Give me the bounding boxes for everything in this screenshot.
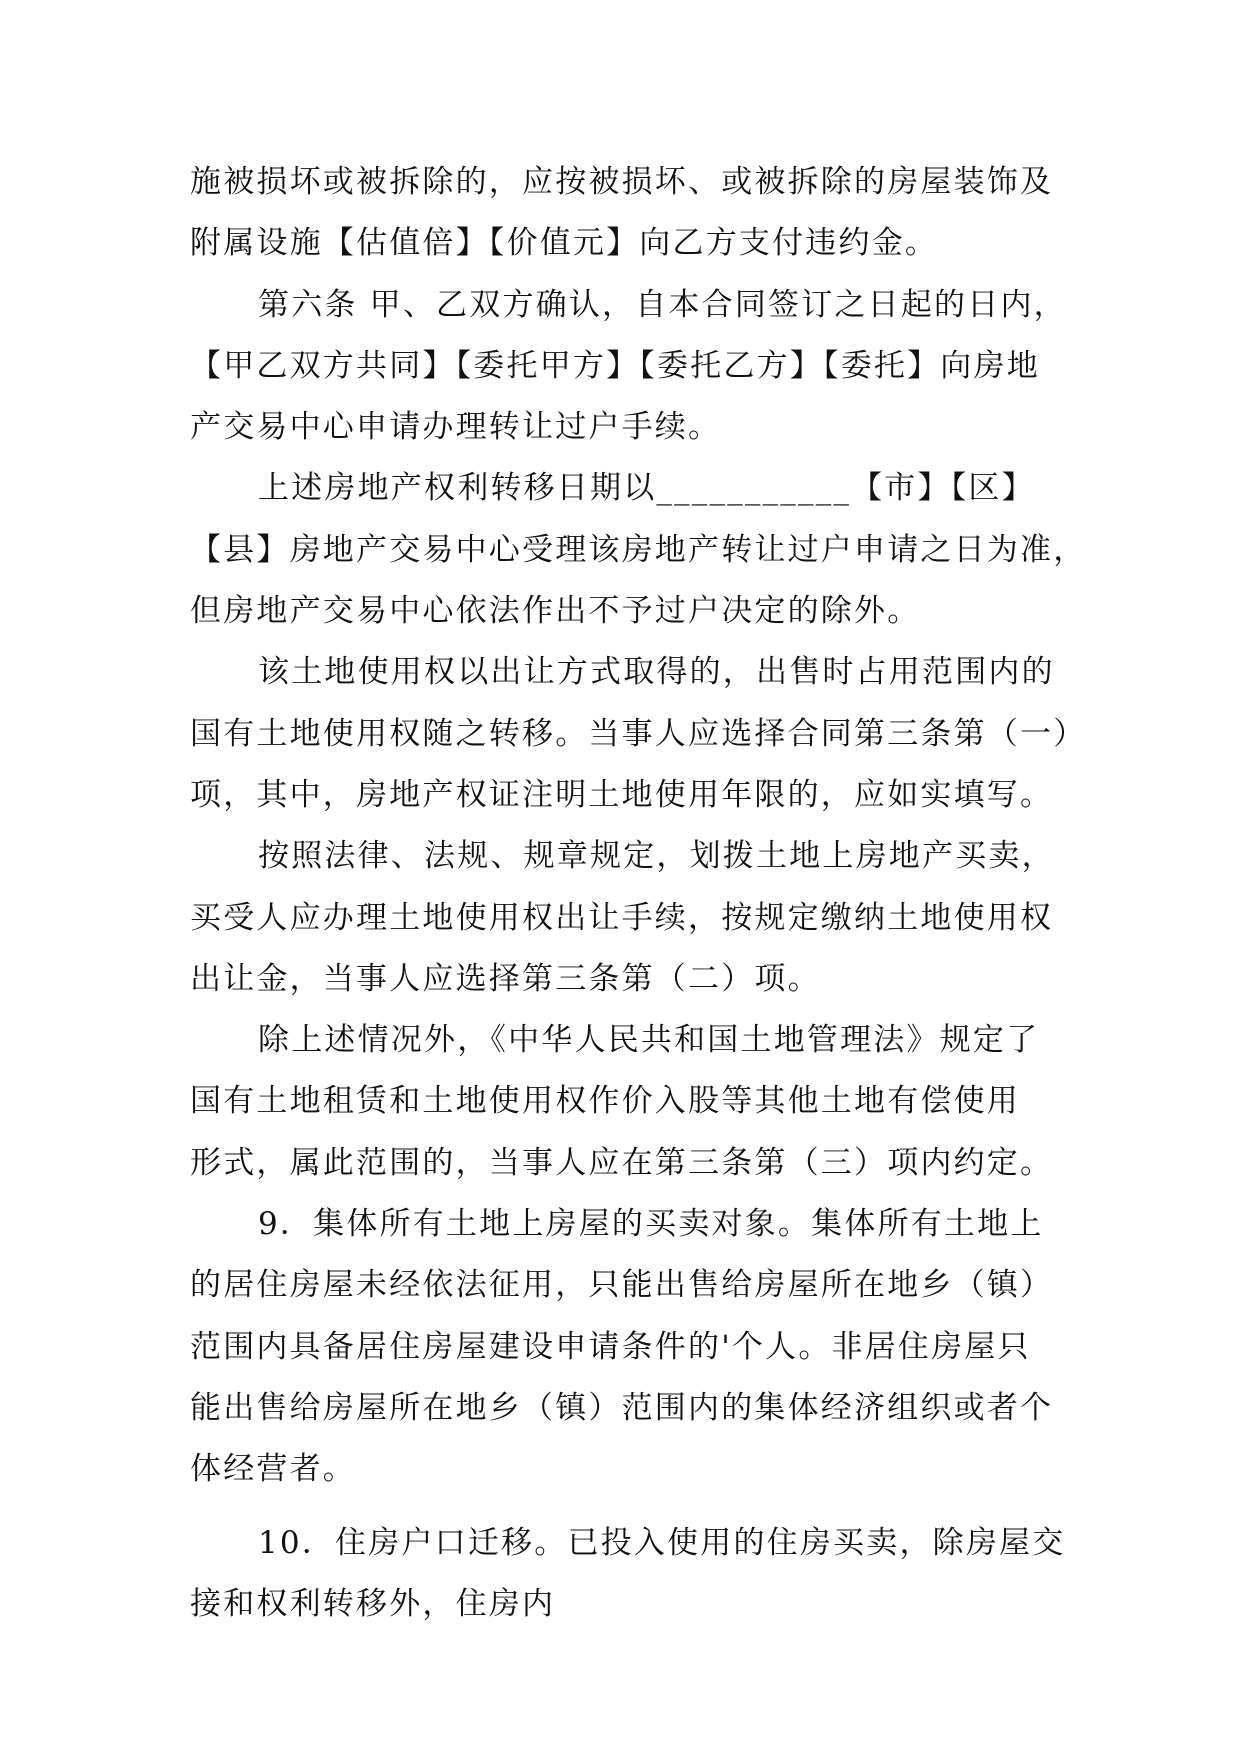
text-line: 范围内具备居住房屋建设申请条件的'个人。非居住房屋只 — [190, 1328, 1031, 1365]
text-line: 【县】房地产交易中心受理该房地产转让过户申请之日为准， — [190, 531, 1087, 568]
text-line: 体经营者。 — [190, 1451, 356, 1488]
text-line: 接和权利转移外，住房内 — [190, 1585, 556, 1622]
text-line: 该土地使用权以出让方式取得的，出售时占用范围内的 — [258, 654, 1055, 691]
text-line: 【甲乙双方共同】【委托甲方】【委托乙方】【委托】向房地 — [190, 347, 1040, 384]
paragraph-gap — [190, 1501, 1070, 1513]
text-line: 9．集体所有土地上房屋的买卖对象。集体所有土地上 — [258, 1206, 1044, 1243]
text-line: 能出售给房屋所在地乡（镇）范围内的集体经济组织或者个 — [190, 1389, 1054, 1426]
text-line: 国有土地使用权随之转移。当事人应选择合同第三条第（一） — [190, 715, 1087, 752]
text-line: 产交易中心申请办理转让过户手续。 — [190, 409, 722, 446]
text-line: 但房地产交易中心依法作出不予过户决定的除外。 — [190, 593, 921, 630]
text-line: 第六条 甲、乙双方确认，自本合同签订之日起的日内， — [258, 286, 1067, 323]
text-line: 形式，属此范围的，当事人应在第三条第（三）项内约定。 — [190, 1144, 1054, 1181]
text-line: 的居住房屋未经依法征用，只能出售给房屋所在地乡（镇） — [190, 1267, 1054, 1304]
text-line: 施被损坏或被拆除的，应按被损坏、或被拆除的房屋装饰及 — [190, 164, 1054, 200]
text-line: 附属设施【估值倍】【价值元】向乙方支付违约金。 — [190, 225, 939, 262]
text-line: 10．住房户口迁移。已投入使用的住房买卖，除房屋交 — [258, 1524, 1066, 1561]
text-line: 上述房地产权利转移日期以___________【市】【区】 — [258, 470, 1035, 507]
text-line: 买受人应办理土地使用权出让手续，按规定缴纳土地使用权 — [190, 899, 1054, 936]
text-line: 出让金，当事人应选择第三条第（二）项。 — [190, 960, 821, 997]
text-line: 项，其中，房地产权证注明土地使用年限的，应如实填写。 — [190, 776, 1054, 813]
text-line: 国有土地租赁和土地使用权作价入股等其他土地有偿使用 — [190, 1083, 1020, 1120]
document-body — [190, 152, 1087, 1635]
text-line: 按照法律、法规、规章规定，划拨土地上房地产买卖， — [258, 838, 1055, 875]
text-line: 除上述情况外，《中华人民共和国土地管理法》规定了 — [258, 1022, 1040, 1059]
